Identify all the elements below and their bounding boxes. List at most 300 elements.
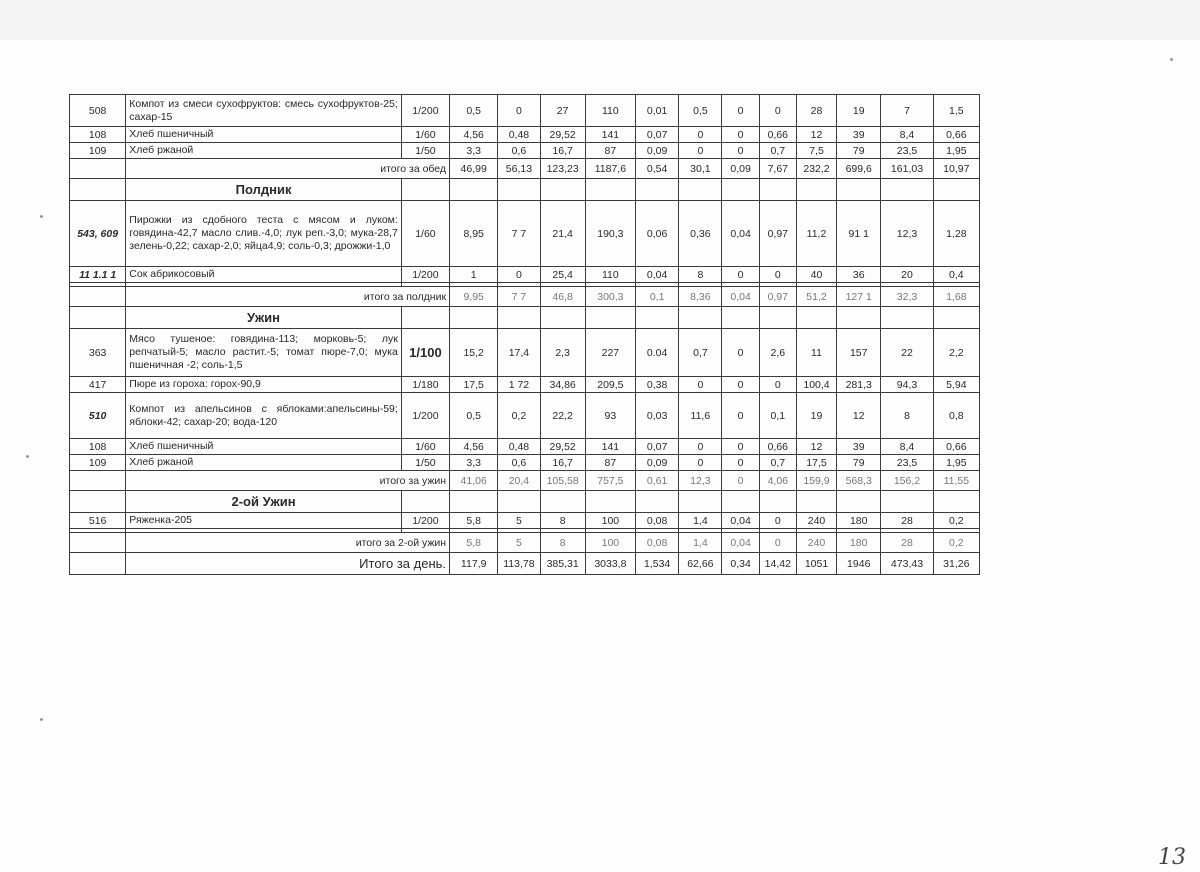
empty-cell <box>70 179 126 201</box>
empty-cell <box>540 307 585 329</box>
empty-cell <box>796 491 836 513</box>
nutrient-value: 91 1 <box>837 201 881 267</box>
total-value: 757,5 <box>585 471 635 491</box>
total-value: 0,08 <box>636 533 679 553</box>
total-value: 180 <box>837 533 881 553</box>
nutrient-value: 240 <box>796 513 836 529</box>
day-total-value: 385,31 <box>540 553 585 575</box>
empty-cell <box>881 179 933 201</box>
day-total-value: 3033,8 <box>585 553 635 575</box>
nutrient-value: 0 <box>759 267 796 283</box>
dish-row <box>70 513 980 529</box>
total-value: 1187,6 <box>585 159 635 179</box>
nutrient-value: 141 <box>585 439 635 455</box>
total-value: 5,8 <box>450 533 498 553</box>
nutrient-value: 0 <box>679 439 722 455</box>
meal-total-label: итого за ужин <box>126 471 450 491</box>
nutrient-value: 12 <box>796 439 836 455</box>
dish-code: 363 <box>70 329 126 377</box>
nutrient-value: 87 <box>585 143 635 159</box>
meal-total-label: итого за 2-ой ужин <box>126 533 450 553</box>
nutrient-value: 8,4 <box>881 127 933 143</box>
nutrient-value: 0,8 <box>933 393 979 439</box>
empty-cell <box>585 179 635 201</box>
nutrient-value: 15,2 <box>450 329 498 377</box>
nutrient-value: 227 <box>585 329 635 377</box>
nutrient-value: 0 <box>679 127 722 143</box>
dish-code: 543, 609 <box>70 201 126 267</box>
total-value: 0 <box>722 471 759 491</box>
empty-cell <box>540 179 585 201</box>
empty-cell <box>70 471 126 491</box>
nutrient-value: 0 <box>722 143 759 159</box>
meal-section-row <box>70 179 980 201</box>
nutrient-value: 0,06 <box>636 201 679 267</box>
nutrient-value: 0.04 <box>636 329 679 377</box>
empty-cell <box>679 491 722 513</box>
nutrient-value: 0,66 <box>759 439 796 455</box>
nutrient-value: 0,7 <box>759 143 796 159</box>
nutrient-value: 20 <box>881 267 933 283</box>
dish-portion: 1/50 <box>401 455 449 471</box>
nutrient-value: 5,8 <box>450 513 498 529</box>
empty-cell <box>722 491 759 513</box>
nutrient-value: 2,2 <box>933 329 979 377</box>
total-value: 10,97 <box>933 159 979 179</box>
dish-portion: 1/60 <box>401 127 449 143</box>
dish-code: 417 <box>70 377 126 393</box>
nutrient-value: 0,48 <box>498 439 540 455</box>
dish-name: Хлеб пшеничный <box>126 127 402 143</box>
dish-row <box>70 95 980 127</box>
scan-top-band <box>0 0 1200 40</box>
nutrient-value: 0,04 <box>722 201 759 267</box>
total-value: 0,04 <box>722 533 759 553</box>
nutrient-value: 27 <box>540 95 585 127</box>
nutrient-value: 3,3 <box>450 143 498 159</box>
nutrient-value: 0,5 <box>679 95 722 127</box>
nutrient-value: 22 <box>881 329 933 377</box>
nutrient-value: 17,4 <box>498 329 540 377</box>
dish-name: Пюре из гороха: горох-90,9 <box>126 377 402 393</box>
nutrient-value: 21,4 <box>540 201 585 267</box>
nutrient-value: 0,2 <box>933 513 979 529</box>
empty-cell <box>498 491 540 513</box>
nutrient-value: 0 <box>722 455 759 471</box>
total-value: 0,2 <box>933 533 979 553</box>
nutrient-value: 23,5 <box>881 143 933 159</box>
dish-code: 11 1.1 1 <box>70 267 126 283</box>
nutrient-value: 1,5 <box>933 95 979 127</box>
dish-portion: 1/50 <box>401 143 449 159</box>
total-value: 300,3 <box>585 287 635 307</box>
nutrient-value: 0,09 <box>636 143 679 159</box>
nutrient-value: 4,56 <box>450 127 498 143</box>
empty-cell <box>796 307 836 329</box>
meal-section-row <box>70 307 980 329</box>
total-value: 5 <box>498 533 540 553</box>
nutrient-value: 0,04 <box>722 513 759 529</box>
nutrient-value: 110 <box>585 267 635 283</box>
nutrient-value: 1,95 <box>933 455 979 471</box>
nutrient-value: 0,36 <box>679 201 722 267</box>
nutrient-value: 39 <box>837 127 881 143</box>
day-total-row <box>70 553 980 575</box>
dish-name: Ряженка-205 <box>126 513 402 529</box>
nutrient-value: 28 <box>881 513 933 529</box>
scan-speck <box>40 718 43 721</box>
total-value: 240 <box>796 533 836 553</box>
dish-portion: 1/200 <box>401 267 449 283</box>
empty-cell <box>450 179 498 201</box>
nutrient-value: 0,5 <box>450 95 498 127</box>
total-value: 699,6 <box>837 159 881 179</box>
empty-cell <box>585 491 635 513</box>
nutrient-value: 36 <box>837 267 881 283</box>
nutrient-value: 0 <box>679 143 722 159</box>
dish-name: Хлеб ржаной <box>126 143 402 159</box>
nutrient-value: 7,5 <box>796 143 836 159</box>
dish-name: Компот из апельсинов с яблоками:апельсины-59; яблоки-42; сахар-20; вода-120 <box>126 393 402 439</box>
meal-total-label: итого за полдник <box>126 287 450 307</box>
nutrient-value: 11 <box>796 329 836 377</box>
total-value: 28 <box>881 533 933 553</box>
empty-cell <box>70 533 126 553</box>
empty-cell <box>636 307 679 329</box>
nutrient-value: 8 <box>881 393 933 439</box>
total-value: 0 <box>759 533 796 553</box>
dish-portion: 1/200 <box>401 513 449 529</box>
empty-cell <box>679 307 722 329</box>
dish-row <box>70 201 980 267</box>
nutrient-value: 22,2 <box>540 393 585 439</box>
nutrient-value: 19 <box>796 393 836 439</box>
nutrient-value: 141 <box>585 127 635 143</box>
nutrient-value: 94,3 <box>881 377 933 393</box>
nutrient-value: 0 <box>722 439 759 455</box>
nutrient-value: 0 <box>679 377 722 393</box>
meal-total-row <box>70 533 980 553</box>
dish-code: 510 <box>70 393 126 439</box>
meal-section-title: Ужин <box>126 307 402 329</box>
nutrient-value: 0,09 <box>636 455 679 471</box>
empty-cell <box>498 307 540 329</box>
nutrient-value: 0,01 <box>636 95 679 127</box>
empty-cell <box>722 307 759 329</box>
empty-cell <box>636 491 679 513</box>
dish-portion: 1/200 <box>401 393 449 439</box>
nutrient-value: 0 <box>722 393 759 439</box>
dish-name: Пирожки из сдобного теста с мясом и луком: говядина-42,7 масло слив.-4,0; лук реп.-3,0; мука-28,7 зелень-0,22; сахар-2,0; яйца4,9; соль-0,3; дрожжи-1,0 <box>126 201 402 267</box>
nutrient-value: 0,07 <box>636 439 679 455</box>
dish-code: 516 <box>70 513 126 529</box>
nutrient-value: 0 <box>722 329 759 377</box>
dish-code: 108 <box>70 127 126 143</box>
nutrient-value: 0,08 <box>636 513 679 529</box>
nutrient-value: 12 <box>796 127 836 143</box>
meal-section-row <box>70 491 980 513</box>
dish-code: 108 <box>70 439 126 455</box>
total-value: 46,99 <box>450 159 498 179</box>
nutrient-value: 0 <box>759 95 796 127</box>
scan-speck <box>26 455 29 458</box>
day-total-value: 473,43 <box>881 553 933 575</box>
nutrient-value: 0,66 <box>933 127 979 143</box>
day-total-value: 31,26 <box>933 553 979 575</box>
dish-row <box>70 377 980 393</box>
nutrient-value: 0,66 <box>933 439 979 455</box>
nutrient-value: 0 <box>722 267 759 283</box>
nutrient-value: 0 <box>498 95 540 127</box>
dish-row <box>70 455 980 471</box>
nutrient-value: 12 <box>837 393 881 439</box>
nutrient-value: 93 <box>585 393 635 439</box>
total-value: 123,23 <box>540 159 585 179</box>
nutrient-value: 0,7 <box>759 455 796 471</box>
dish-row <box>70 127 980 143</box>
day-total-value: 1051 <box>796 553 836 575</box>
nutrient-value: 2,6 <box>759 329 796 377</box>
nutrient-value: 110 <box>585 95 635 127</box>
empty-cell <box>759 307 796 329</box>
nutrient-value: 39 <box>837 439 881 455</box>
nutrient-value: 11,2 <box>796 201 836 267</box>
page-number: 13 <box>1158 845 1186 870</box>
meal-section-title: Полдник <box>126 179 402 201</box>
nutrient-value: 0,6 <box>498 455 540 471</box>
empty-cell <box>585 307 635 329</box>
total-value: 0,09 <box>722 159 759 179</box>
empty-cell <box>759 491 796 513</box>
nutrient-value: 79 <box>837 455 881 471</box>
empty-cell <box>837 491 881 513</box>
nutrient-value: 157 <box>837 329 881 377</box>
nutrient-value: 8 <box>540 513 585 529</box>
nutrient-value: 29,52 <box>540 127 585 143</box>
total-value: 32,3 <box>881 287 933 307</box>
nutrient-value: 11,6 <box>679 393 722 439</box>
dish-code: 508 <box>70 95 126 127</box>
dish-name: Сок абрикосовый <box>126 267 402 283</box>
empty-cell <box>450 491 498 513</box>
dish-code: 109 <box>70 143 126 159</box>
day-total-label: Итого за день. <box>126 553 450 575</box>
nutrient-value: 0,03 <box>636 393 679 439</box>
total-value: 8 <box>540 533 585 553</box>
nutrient-value: 1,95 <box>933 143 979 159</box>
nutrient-value: 5 <box>498 513 540 529</box>
dish-portion: 1/60 <box>401 201 449 267</box>
menu-nutrition-table <box>69 94 980 575</box>
nutrient-value: 2,3 <box>540 329 585 377</box>
day-total-value: 0,34 <box>722 553 759 575</box>
empty-cell <box>70 159 126 179</box>
nutrient-value: 12,3 <box>881 201 933 267</box>
scan-speck <box>40 215 43 218</box>
nutrient-value: 180 <box>837 513 881 529</box>
empty-cell <box>498 179 540 201</box>
dish-name: Мясо тушеное: говядина-113; морковь-5; лук репчатый-5; масло растит.-5; томат пюре-7,0; мука пшеничная -2; соль-1,5 <box>126 329 402 377</box>
empty-cell <box>933 307 979 329</box>
total-value: 232,2 <box>796 159 836 179</box>
total-value: 8,36 <box>679 287 722 307</box>
nutrient-value: 0,66 <box>759 127 796 143</box>
nutrient-value: 0 <box>759 377 796 393</box>
nutrient-value: 1,28 <box>933 201 979 267</box>
day-total-value: 14,42 <box>759 553 796 575</box>
dish-row <box>70 267 980 283</box>
empty-cell <box>401 307 449 329</box>
nutrient-value: 100,4 <box>796 377 836 393</box>
total-value: 12,3 <box>679 471 722 491</box>
total-value: 0,04 <box>722 287 759 307</box>
meal-section-title: 2-ой Ужин <box>126 491 402 513</box>
total-value: 41,06 <box>450 471 498 491</box>
meal-total-row <box>70 159 980 179</box>
nutrient-value: 0,07 <box>636 127 679 143</box>
empty-cell <box>540 491 585 513</box>
nutrient-value: 0,38 <box>636 377 679 393</box>
nutrient-value: 0 <box>759 513 796 529</box>
empty-cell <box>450 307 498 329</box>
empty-cell <box>722 179 759 201</box>
nutrient-value: 8 <box>679 267 722 283</box>
total-value: 46,8 <box>540 287 585 307</box>
nutrient-value: 0,6 <box>498 143 540 159</box>
total-value: 9,95 <box>450 287 498 307</box>
total-value: 0,54 <box>636 159 679 179</box>
nutrient-value: 3,3 <box>450 455 498 471</box>
total-value: 568,3 <box>837 471 881 491</box>
nutrient-value: 40 <box>796 267 836 283</box>
total-value: 7 7 <box>498 287 540 307</box>
nutrient-value: 0,48 <box>498 127 540 143</box>
empty-cell <box>881 491 933 513</box>
empty-cell <box>679 179 722 201</box>
meal-total-label: итого за обед <box>126 159 450 179</box>
nutrient-value: 25,4 <box>540 267 585 283</box>
nutrient-value: 0,1 <box>759 393 796 439</box>
dish-portion: 1/180 <box>401 377 449 393</box>
nutrient-value: 8,4 <box>881 439 933 455</box>
dish-portion: 1/60 <box>401 439 449 455</box>
empty-cell <box>70 287 126 307</box>
nutrient-value: 0,7 <box>679 329 722 377</box>
dish-row <box>70 329 980 377</box>
nutrient-value: 209,5 <box>585 377 635 393</box>
total-value: 51,2 <box>796 287 836 307</box>
dish-name: Хлеб пшеничный <box>126 439 402 455</box>
total-value: 30,1 <box>679 159 722 179</box>
nutrient-value: 0 <box>722 95 759 127</box>
nutrient-value: 0 <box>722 127 759 143</box>
total-value: 159,9 <box>796 471 836 491</box>
dish-portion: 1/100 <box>401 329 449 377</box>
scan-speck <box>1170 58 1173 61</box>
day-total-value: 1946 <box>837 553 881 575</box>
empty-cell <box>636 179 679 201</box>
nutrient-value: 0 <box>722 377 759 393</box>
nutrient-value: 0,97 <box>759 201 796 267</box>
nutrient-value: 19 <box>837 95 881 127</box>
day-total-value: 117,9 <box>450 553 498 575</box>
empty-cell <box>837 307 881 329</box>
dish-code: 109 <box>70 455 126 471</box>
total-value: 156,2 <box>881 471 933 491</box>
nutrient-value: 0,5 <box>450 393 498 439</box>
empty-cell <box>70 553 126 575</box>
day-total-value: 62,66 <box>679 553 722 575</box>
nutrient-value: 17,5 <box>450 377 498 393</box>
empty-cell <box>837 179 881 201</box>
empty-cell <box>401 491 449 513</box>
dish-name: Хлеб ржаной <box>126 455 402 471</box>
total-value: 7,67 <box>759 159 796 179</box>
nutrient-value: 0 <box>498 267 540 283</box>
nutrient-value: 1 <box>450 267 498 283</box>
day-total-value: 1,534 <box>636 553 679 575</box>
total-value: 4,06 <box>759 471 796 491</box>
nutrient-value: 0,4 <box>933 267 979 283</box>
total-value: 0,61 <box>636 471 679 491</box>
nutrient-value: 0,04 <box>636 267 679 283</box>
nutrient-value: 0 <box>679 455 722 471</box>
total-value: 1,4 <box>679 533 722 553</box>
dish-row <box>70 393 980 439</box>
dish-row <box>70 439 980 455</box>
empty-cell <box>796 179 836 201</box>
total-value: 105,58 <box>540 471 585 491</box>
nutrient-value: 190,3 <box>585 201 635 267</box>
dish-name: Компот из смеси сухофруктов: смесь сухофруктов-25; сахар-15 <box>126 95 402 127</box>
meal-total-row <box>70 471 980 491</box>
empty-cell <box>759 179 796 201</box>
total-value: 0,1 <box>636 287 679 307</box>
nutrient-value: 29,52 <box>540 439 585 455</box>
empty-cell <box>70 491 126 513</box>
nutrient-value: 0,2 <box>498 393 540 439</box>
nutrient-value: 1,4 <box>679 513 722 529</box>
total-value: 0,97 <box>759 287 796 307</box>
nutrient-value: 23,5 <box>881 455 933 471</box>
meal-total-row <box>70 287 980 307</box>
nutrient-value: 4,56 <box>450 439 498 455</box>
dish-portion: 1/200 <box>401 95 449 127</box>
nutrient-value: 1 72 <box>498 377 540 393</box>
nutrient-value: 5,94 <box>933 377 979 393</box>
empty-cell <box>70 307 126 329</box>
total-value: 11,55 <box>933 471 979 491</box>
empty-cell <box>933 179 979 201</box>
nutrient-value: 8,95 <box>450 201 498 267</box>
total-value: 161,03 <box>881 159 933 179</box>
nutrient-value: 16,7 <box>540 143 585 159</box>
total-value: 100 <box>585 533 635 553</box>
nutrient-value: 87 <box>585 455 635 471</box>
nutrient-value: 7 7 <box>498 201 540 267</box>
nutrient-value: 16,7 <box>540 455 585 471</box>
nutrient-value: 281,3 <box>837 377 881 393</box>
nutrient-value: 7 <box>881 95 933 127</box>
nutrient-value: 28 <box>796 95 836 127</box>
total-value: 1,68 <box>933 287 979 307</box>
nutrient-value: 100 <box>585 513 635 529</box>
total-value: 56,13 <box>498 159 540 179</box>
empty-cell <box>933 491 979 513</box>
empty-cell <box>401 179 449 201</box>
nutrient-value: 34,86 <box>540 377 585 393</box>
day-total-value: 113,78 <box>498 553 540 575</box>
